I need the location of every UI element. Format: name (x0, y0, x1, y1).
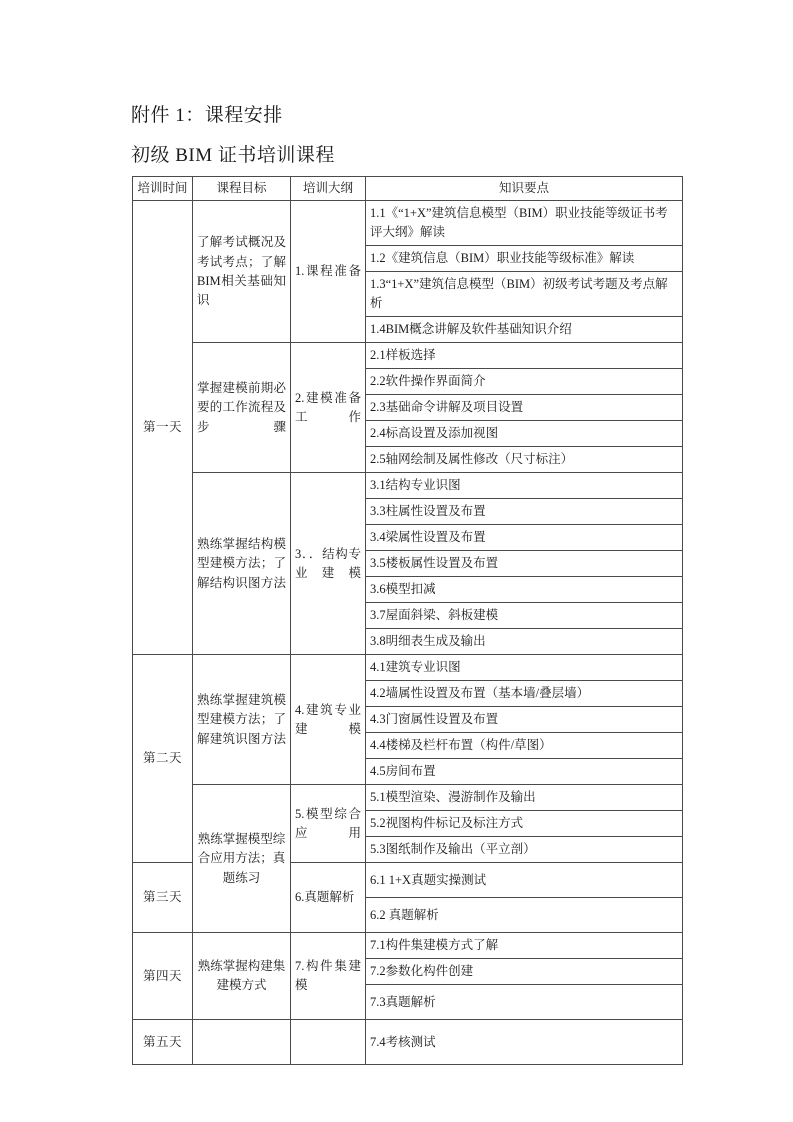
cell-outline-6: 6.真题解析 (291, 863, 366, 933)
cell-point-3-3: 3.3柱属性设置及布置 (366, 499, 683, 525)
cell-point-6-1: 6.1 1+X真题实操测试 (366, 863, 683, 898)
table-row (133, 1020, 683, 1065)
cell-point-5-1: 5.1模型渲染、漫游制作及输出 (366, 785, 683, 811)
cell-point-7-2: 7.2参数化构件创建 (366, 959, 683, 985)
cell-point-4-4: 4.4楼梯及栏杆布置（构件/草图） (366, 733, 683, 759)
cell-point-2-3: 2.3基础命令讲解及项目设置 (366, 395, 683, 421)
cell-outline-1: 1.课程准备 (291, 201, 366, 343)
cell-point-2-2: 2.2软件操作界面简介 (366, 369, 683, 395)
attachment-label: 附件 1：课程安排 (131, 105, 283, 126)
cell-day-5: 第五天 (133, 1020, 193, 1065)
page-title: 初级 BIM 证书培训课程 (131, 145, 335, 166)
cell-point-7-3: 7.3真题解析 (366, 985, 683, 1020)
column-header-time: 培训时间 (133, 177, 193, 201)
cell-goal-7: 熟练掌握构建集建模方式 (193, 933, 291, 1020)
cell-point-4-3: 4.3门窗属性设置及布置 (366, 707, 683, 733)
cell-point-1-2: 1.2《建筑信息（BIM）职业技能等级标准》解读 (366, 246, 683, 272)
cell-point-3-8: 3.8明细表生成及输出 (366, 629, 683, 655)
column-header-points: 知识要点 (366, 177, 683, 201)
cell-point-3-1: 3.1结构专业识图 (366, 473, 683, 499)
cell-outline-4: 4.建筑专业建模 (291, 655, 366, 785)
cell-day-1: 第一天 (133, 201, 193, 655)
cell-point-4-1: 4.1建筑专业识图 (366, 655, 683, 681)
cell-point-2-1: 2.1样板选择 (366, 343, 683, 369)
cell-outline-5: 5.模型综合应用 (291, 785, 366, 863)
cell-outline-3: 3．．结构专业建模 (291, 473, 366, 655)
cell-point-3-7: 3.7屋面斜梁、斜板建模 (366, 603, 683, 629)
table-row (133, 343, 683, 369)
cell-point-3-4: 3.4梁属性设置及布置 (366, 525, 683, 551)
cell-point-5-2: 5.2视图构件标记及标注方式 (366, 811, 683, 837)
table-row (133, 785, 683, 811)
cell-point-1-3: 1.3“1+X”建筑信息模型（BIM）初级考试考题及考点解析 (366, 272, 683, 317)
cell-goal-2: 掌握建模前期必要的工作流程及步骤 (193, 343, 291, 473)
cell-point-1-1: 1.1《“1+X”建筑信息模型（BIM）职业技能等级证书考评大纲》解读 (366, 201, 683, 246)
cell-goal-5: 熟练掌握模型综合应用方法；真题练习 (193, 785, 291, 933)
cell-point-3-6: 3.6模型扣减 (366, 577, 683, 603)
course-schedule-table (132, 176, 683, 1065)
table-row (133, 933, 683, 959)
cell-point-7-1: 7.1构件集建模方式了解 (366, 933, 683, 959)
cell-day-3: 第三天 (133, 863, 193, 933)
cell-goal-1: 了解考试概况及考试考点；了解BIM相关基础知识 (193, 201, 291, 343)
table-row (133, 201, 683, 246)
table-row (133, 655, 683, 681)
column-header-goal: 课程目标 (193, 177, 291, 201)
cell-goal-3: 熟练掌握结构模型建模方法；了解结构识图方法 (193, 473, 291, 655)
cell-outline-8 (291, 1020, 366, 1065)
cell-point-2-5: 2.5轴网绘制及属性修改（尺寸标注） (366, 447, 683, 473)
cell-point-3-5: 3.5楼板属性设置及布置 (366, 551, 683, 577)
cell-outline-7: 7.构件集建模 (291, 933, 366, 1020)
table-header-row (133, 177, 683, 201)
cell-point-6-2: 6.2 真题解析 (366, 898, 683, 933)
cell-point-4-5: 4.5房间布置 (366, 759, 683, 785)
cell-goal-8 (193, 1020, 291, 1065)
cell-point-4-2: 4.2墙属性设置及布置（基本墙/叠层墙） (366, 681, 683, 707)
cell-day-4: 第四天 (133, 933, 193, 1020)
cell-goal-4: 熟练掌握建筑模型建模方法；了解建筑识图方法 (193, 655, 291, 785)
cell-point-1-4: 1.4BIM概念讲解及软件基础知识介绍 (366, 317, 683, 343)
cell-point-5-3: 5.3图纸制作及输出（平立剖） (366, 837, 683, 863)
table-row (133, 473, 683, 499)
cell-point-7-4: 7.4考核测试 (366, 1020, 683, 1065)
cell-outline-2: 2.建模准备工作 (291, 343, 366, 473)
column-header-outline: 培训大纲 (291, 177, 366, 201)
cell-day-2: 第二天 (133, 655, 193, 863)
cell-point-2-4: 2.4标高设置及添加视图 (366, 421, 683, 447)
